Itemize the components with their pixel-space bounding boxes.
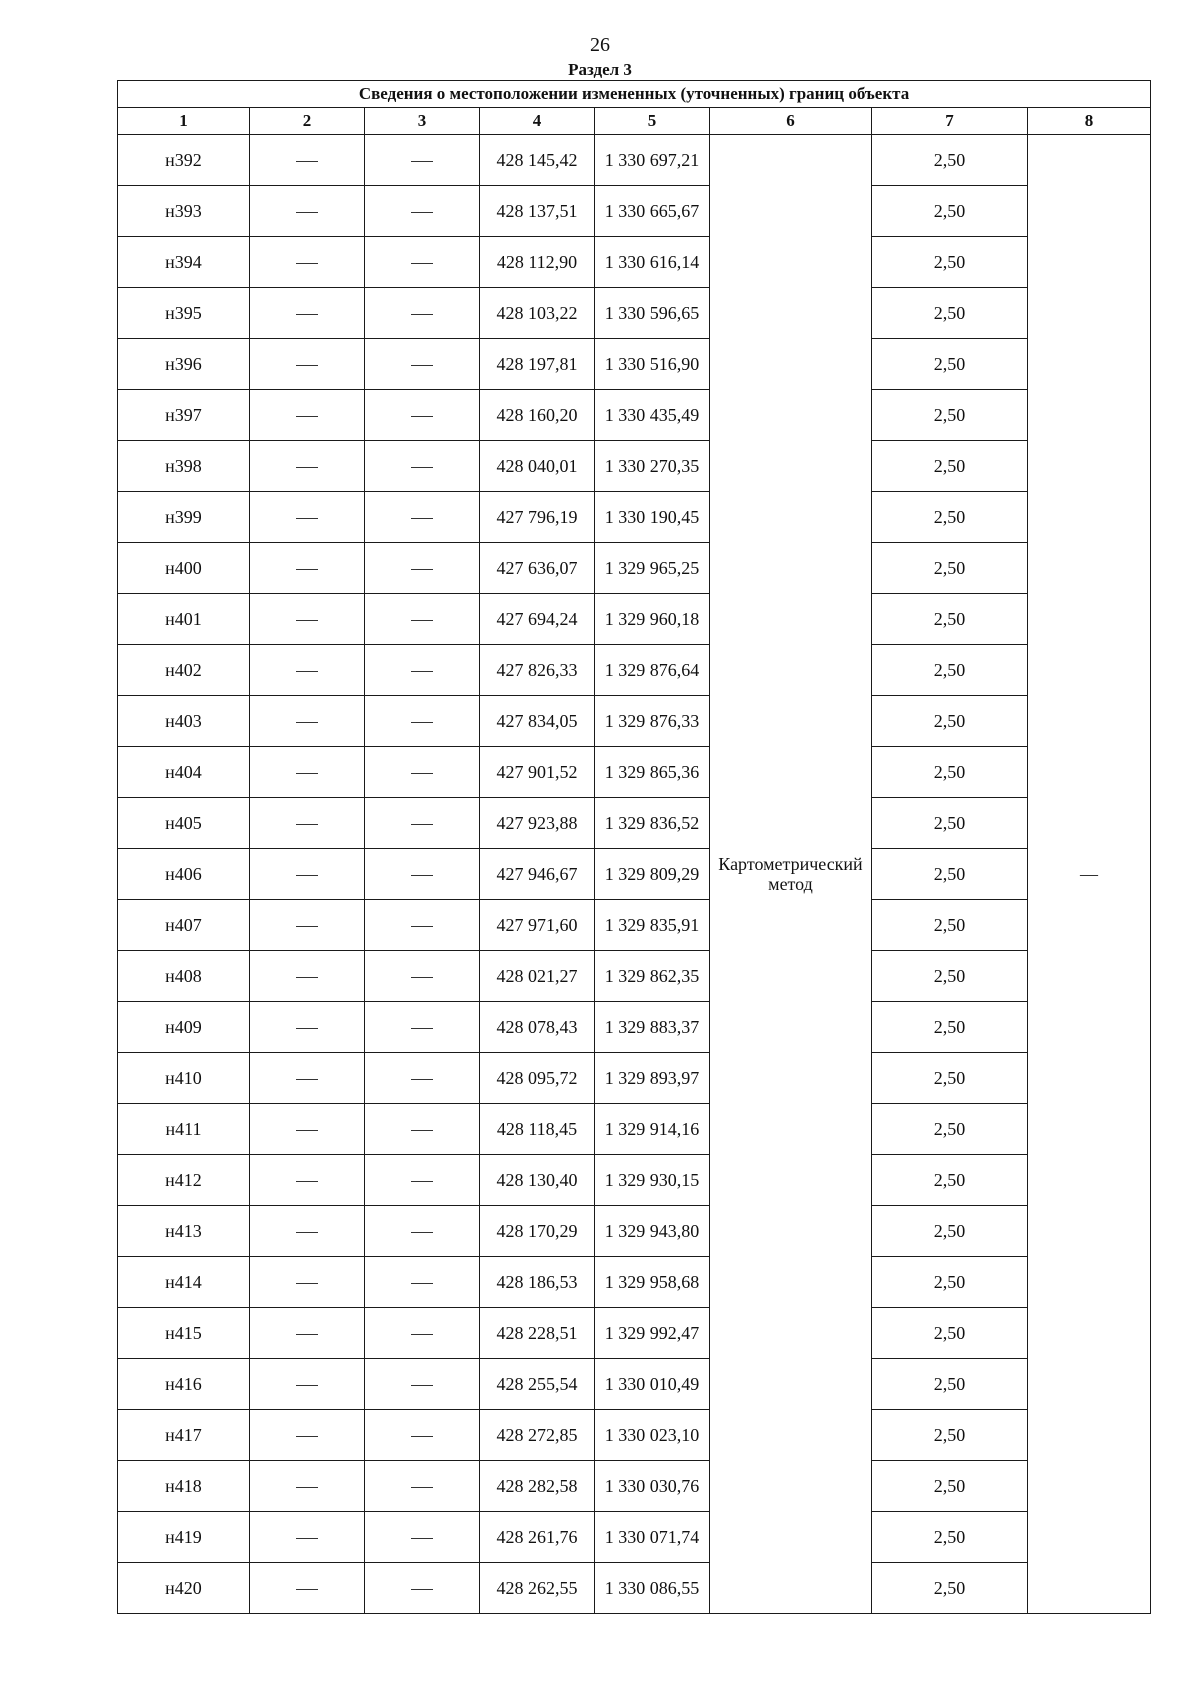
page-number: 26 — [590, 34, 610, 56]
y-coordinate-cell: 1 330 030,76 — [595, 1461, 710, 1512]
x-coordinate-cell: 427 796,19 — [480, 492, 595, 543]
accuracy-cell: 2,50 — [872, 1053, 1028, 1104]
y-coordinate-cell: 1 330 697,21 — [595, 135, 710, 186]
dash-mark — [411, 926, 433, 927]
column-2-cell — [250, 390, 365, 441]
column-3-cell — [365, 747, 480, 798]
y-coordinate-cell: 1 330 190,45 — [595, 492, 710, 543]
dash-mark — [296, 926, 318, 927]
y-coordinate-cell: 1 329 914,16 — [595, 1104, 710, 1155]
x-coordinate-cell: 428 261,76 — [480, 1512, 595, 1563]
section-title: Раздел 3 — [568, 60, 632, 79]
dash-mark — [411, 314, 433, 315]
dash-mark — [296, 1589, 318, 1590]
method-cell: Картометрический метод — [710, 135, 872, 1614]
dash-mark — [411, 722, 433, 723]
table-row — [118, 135, 1151, 186]
x-coordinate-cell: 428 103,22 — [480, 288, 595, 339]
dash-mark — [411, 1232, 433, 1233]
accuracy-cell: 2,50 — [872, 1206, 1028, 1257]
column-2-cell — [250, 798, 365, 849]
y-coordinate-cell: 1 329 862,35 — [595, 951, 710, 1002]
point-name-cell: н416 — [118, 1359, 250, 1410]
dash-mark — [296, 263, 318, 264]
dash-mark — [411, 1130, 433, 1131]
accuracy-cell: 2,50 — [872, 696, 1028, 747]
point-name-cell: н412 — [118, 1155, 250, 1206]
table-row — [118, 1308, 1151, 1359]
point-name-cell: н415 — [118, 1308, 250, 1359]
table-caption: Сведения о местоположении измененных (уточненных) границ объекта — [118, 81, 1151, 108]
column-header: 8 — [1028, 108, 1151, 135]
dash-mark — [296, 1232, 318, 1233]
table-row — [118, 441, 1151, 492]
column-2-cell — [250, 237, 365, 288]
x-coordinate-cell: 428 021,27 — [480, 951, 595, 1002]
dash-mark — [296, 161, 318, 162]
point-name-cell: н398 — [118, 441, 250, 492]
dash-mark — [411, 977, 433, 978]
x-coordinate-cell: 427 826,33 — [480, 645, 595, 696]
x-coordinate-cell: 428 272,85 — [480, 1410, 595, 1461]
point-name-cell: н403 — [118, 696, 250, 747]
point-name-cell: н409 — [118, 1002, 250, 1053]
boundary-coordinates-table — [117, 80, 1151, 1614]
dash-mark — [411, 875, 433, 876]
accuracy-cell: 2,50 — [872, 1512, 1028, 1563]
column-3-cell — [365, 594, 480, 645]
table-row — [118, 339, 1151, 390]
column-3-cell — [365, 645, 480, 696]
x-coordinate-cell: 427 901,52 — [480, 747, 595, 798]
dash-mark — [296, 1385, 318, 1386]
accuracy-cell: 2,50 — [872, 1002, 1028, 1053]
dash-mark — [296, 875, 318, 876]
accuracy-cell: 2,50 — [872, 849, 1028, 900]
point-name-cell: н393 — [118, 186, 250, 237]
table-row — [118, 1359, 1151, 1410]
column-2-cell — [250, 1563, 365, 1614]
dash-mark — [296, 518, 318, 519]
column-2-cell — [250, 135, 365, 186]
dash-mark — [411, 1181, 433, 1182]
accuracy-cell: 2,50 — [872, 594, 1028, 645]
dash-mark — [411, 620, 433, 621]
y-coordinate-cell: 1 329 958,68 — [595, 1257, 710, 1308]
accuracy-cell: 2,50 — [872, 492, 1028, 543]
x-coordinate-cell: 428 197,81 — [480, 339, 595, 390]
y-coordinate-cell: 1 330 023,10 — [595, 1410, 710, 1461]
dash-mark — [411, 671, 433, 672]
table-row — [118, 1104, 1151, 1155]
column-3-cell — [365, 900, 480, 951]
dash-mark — [296, 1028, 318, 1029]
column-2-cell — [250, 747, 365, 798]
table-row — [118, 645, 1151, 696]
table-row — [118, 1206, 1151, 1257]
dash-mark — [411, 518, 433, 519]
table-row — [118, 1155, 1151, 1206]
dash-mark — [296, 620, 318, 621]
point-name-cell: н414 — [118, 1257, 250, 1308]
x-coordinate-cell: 428 282,58 — [480, 1461, 595, 1512]
point-name-cell: н400 — [118, 543, 250, 594]
column-2-cell — [250, 186, 365, 237]
accuracy-cell: 2,50 — [872, 951, 1028, 1002]
column-header: 3 — [365, 108, 480, 135]
column-2-cell — [250, 1512, 365, 1563]
column-2-cell — [250, 441, 365, 492]
y-coordinate-cell: 1 329 835,91 — [595, 900, 710, 951]
dash-mark — [296, 212, 318, 213]
column-3-cell — [365, 492, 480, 543]
x-coordinate-cell: 428 137,51 — [480, 186, 595, 237]
column-3-cell — [365, 186, 480, 237]
column-2-cell — [250, 1359, 365, 1410]
dash-mark — [411, 263, 433, 264]
point-name-cell: н401 — [118, 594, 250, 645]
x-coordinate-cell: 427 636,07 — [480, 543, 595, 594]
x-coordinate-cell: 427 694,24 — [480, 594, 595, 645]
y-coordinate-cell: 1 330 435,49 — [595, 390, 710, 441]
column-2-cell — [250, 492, 365, 543]
table-row — [118, 798, 1151, 849]
column-2-cell — [250, 1308, 365, 1359]
column-2-cell — [250, 1002, 365, 1053]
dash-mark — [411, 1079, 433, 1080]
table-row — [118, 186, 1151, 237]
table-row — [118, 849, 1151, 900]
point-name-cell: н411 — [118, 1104, 250, 1155]
x-coordinate-cell: 428 040,01 — [480, 441, 595, 492]
x-coordinate-cell: 427 946,67 — [480, 849, 595, 900]
point-name-cell: н417 — [118, 1410, 250, 1461]
x-coordinate-cell: 428 160,20 — [480, 390, 595, 441]
column-2-cell — [250, 1257, 365, 1308]
column-header: 1 — [118, 108, 250, 135]
dash-mark — [296, 416, 318, 417]
point-name-cell: н407 — [118, 900, 250, 951]
dash-mark — [296, 569, 318, 570]
table-row — [118, 696, 1151, 747]
table-row — [118, 747, 1151, 798]
column-3-cell — [365, 1359, 480, 1410]
column-2-cell — [250, 900, 365, 951]
column-3-cell — [365, 237, 480, 288]
y-coordinate-cell: 1 329 865,36 — [595, 747, 710, 798]
column-3-cell — [365, 135, 480, 186]
x-coordinate-cell: 428 255,54 — [480, 1359, 595, 1410]
table-row — [118, 543, 1151, 594]
dash-mark — [296, 1487, 318, 1488]
point-name-cell: н404 — [118, 747, 250, 798]
accuracy-cell: 2,50 — [872, 1359, 1028, 1410]
point-name-cell: н405 — [118, 798, 250, 849]
x-coordinate-cell: 427 971,60 — [480, 900, 595, 951]
point-name-cell: н420 — [118, 1563, 250, 1614]
dash-mark — [411, 161, 433, 162]
y-coordinate-cell: 1 330 010,49 — [595, 1359, 710, 1410]
dash-mark — [296, 365, 318, 366]
point-name-cell: н392 — [118, 135, 250, 186]
table-row — [118, 1512, 1151, 1563]
table-row — [118, 1053, 1151, 1104]
x-coordinate-cell: 428 170,29 — [480, 1206, 595, 1257]
accuracy-cell: 2,50 — [872, 1104, 1028, 1155]
column-2-cell — [250, 288, 365, 339]
dash-mark — [411, 1436, 433, 1437]
table-row — [118, 237, 1151, 288]
dash-mark — [411, 467, 433, 468]
table-row — [118, 900, 1151, 951]
accuracy-cell: 2,50 — [872, 390, 1028, 441]
column-2-cell — [250, 1155, 365, 1206]
dash-mark — [296, 1079, 318, 1080]
dash-mark — [411, 416, 433, 417]
y-coordinate-cell: 1 329 960,18 — [595, 594, 710, 645]
table-row — [118, 492, 1151, 543]
point-name-cell: н408 — [118, 951, 250, 1002]
accuracy-cell: 2,50 — [872, 135, 1028, 186]
dash-mark — [296, 671, 318, 672]
column-header: 4 — [480, 108, 595, 135]
point-name-cell: н410 — [118, 1053, 250, 1104]
column-3-cell — [365, 339, 480, 390]
table-row — [118, 1002, 1151, 1053]
table-row — [118, 1563, 1151, 1614]
dash-mark — [296, 1283, 318, 1284]
dash-mark — [296, 1334, 318, 1335]
column-3-cell — [365, 390, 480, 441]
column-2-cell — [250, 1104, 365, 1155]
point-name-cell: н419 — [118, 1512, 250, 1563]
dash-mark — [411, 365, 433, 366]
accuracy-cell: 2,50 — [872, 900, 1028, 951]
dash-mark — [296, 314, 318, 315]
y-coordinate-cell: 1 330 270,35 — [595, 441, 710, 492]
column-header: 2 — [250, 108, 365, 135]
column-header: 7 — [872, 108, 1028, 135]
y-coordinate-cell: 1 330 071,74 — [595, 1512, 710, 1563]
y-coordinate-cell: 1 329 930,15 — [595, 1155, 710, 1206]
accuracy-cell: 2,50 — [872, 339, 1028, 390]
accuracy-cell: 2,50 — [872, 1257, 1028, 1308]
y-coordinate-cell: 1 329 943,80 — [595, 1206, 710, 1257]
y-coordinate-cell: 1 330 086,55 — [595, 1563, 710, 1614]
dash-mark — [296, 1130, 318, 1131]
accuracy-cell: 2,50 — [872, 1410, 1028, 1461]
point-name-cell: н396 — [118, 339, 250, 390]
column-2-cell — [250, 696, 365, 747]
column-3-cell — [365, 1512, 480, 1563]
dash-mark — [411, 1385, 433, 1386]
column-3-cell — [365, 1563, 480, 1614]
x-coordinate-cell: 428 228,51 — [480, 1308, 595, 1359]
y-coordinate-cell: 1 329 876,33 — [595, 696, 710, 747]
y-coordinate-cell: 1 329 893,97 — [595, 1053, 710, 1104]
column-2-cell — [250, 1206, 365, 1257]
column-2-cell — [250, 543, 365, 594]
dash-mark — [296, 773, 318, 774]
dash-mark — [411, 1487, 433, 1488]
y-coordinate-cell: 1 329 965,25 — [595, 543, 710, 594]
column-2-cell — [250, 339, 365, 390]
point-name-cell: н395 — [118, 288, 250, 339]
table-row — [118, 1410, 1151, 1461]
y-coordinate-cell: 1 329 876,64 — [595, 645, 710, 696]
dash-mark — [411, 824, 433, 825]
accuracy-cell: 2,50 — [872, 441, 1028, 492]
accuracy-cell: 2,50 — [872, 186, 1028, 237]
y-coordinate-cell: 1 330 616,14 — [595, 237, 710, 288]
column-3-cell — [365, 1053, 480, 1104]
accuracy-cell: 2,50 — [872, 1563, 1028, 1614]
dash-mark — [296, 1436, 318, 1437]
x-coordinate-cell: 428 078,43 — [480, 1002, 595, 1053]
dash-mark — [411, 1538, 433, 1539]
accuracy-cell: 2,50 — [872, 798, 1028, 849]
point-name-cell: н406 — [118, 849, 250, 900]
column-2-cell — [250, 849, 365, 900]
accuracy-cell: 2,50 — [872, 237, 1028, 288]
column-2-cell — [250, 1461, 365, 1512]
column-3-cell — [365, 849, 480, 900]
accuracy-cell: 2,50 — [872, 747, 1028, 798]
dash-mark — [296, 467, 318, 468]
column-3-cell — [365, 798, 480, 849]
column-2-cell — [250, 645, 365, 696]
point-name-cell: н399 — [118, 492, 250, 543]
point-name-cell: н413 — [118, 1206, 250, 1257]
column-2-cell — [250, 1053, 365, 1104]
accuracy-cell: 2,50 — [872, 543, 1028, 594]
dash-mark — [296, 977, 318, 978]
column-8-cell: — — [1028, 135, 1151, 1614]
column-3-cell — [365, 1257, 480, 1308]
column-3-cell — [365, 288, 480, 339]
column-header: 6 — [710, 108, 872, 135]
point-name-cell: н402 — [118, 645, 250, 696]
point-name-cell: н418 — [118, 1461, 250, 1512]
dash-mark — [296, 1181, 318, 1182]
x-coordinate-cell: 428 145,42 — [480, 135, 595, 186]
x-coordinate-cell: 428 112,90 — [480, 237, 595, 288]
x-coordinate-cell: 428 130,40 — [480, 1155, 595, 1206]
dash-mark — [411, 1334, 433, 1335]
point-name-cell: н394 — [118, 237, 250, 288]
dash-mark — [411, 212, 433, 213]
y-coordinate-cell: 1 329 809,29 — [595, 849, 710, 900]
column-3-cell — [365, 1461, 480, 1512]
accuracy-cell: 2,50 — [872, 1308, 1028, 1359]
table-row — [118, 1257, 1151, 1308]
column-3-cell — [365, 441, 480, 492]
dash-mark — [296, 824, 318, 825]
y-coordinate-cell: 1 329 883,37 — [595, 1002, 710, 1053]
y-coordinate-cell: 1 329 992,47 — [595, 1308, 710, 1359]
dash-mark — [411, 1283, 433, 1284]
column-3-cell — [365, 1206, 480, 1257]
column-2-cell — [250, 1410, 365, 1461]
table-row — [118, 390, 1151, 441]
dash-mark — [411, 1589, 433, 1590]
column-3-cell — [365, 543, 480, 594]
point-name-cell: н397 — [118, 390, 250, 441]
accuracy-cell: 2,50 — [872, 1461, 1028, 1512]
table-row — [118, 951, 1151, 1002]
dash-mark — [296, 722, 318, 723]
column-3-cell — [365, 1155, 480, 1206]
x-coordinate-cell: 428 186,53 — [480, 1257, 595, 1308]
x-coordinate-cell: 428 095,72 — [480, 1053, 595, 1104]
accuracy-cell: 2,50 — [872, 288, 1028, 339]
column-3-cell — [365, 1308, 480, 1359]
dash-mark — [296, 1538, 318, 1539]
column-3-cell — [365, 951, 480, 1002]
dash-mark — [411, 1028, 433, 1029]
x-coordinate-cell: 427 923,88 — [480, 798, 595, 849]
column-2-cell — [250, 594, 365, 645]
column-3-cell — [365, 1410, 480, 1461]
table-row — [118, 1461, 1151, 1512]
x-coordinate-cell: 428 262,55 — [480, 1563, 595, 1614]
dash-mark — [411, 773, 433, 774]
x-coordinate-cell: 427 834,05 — [480, 696, 595, 747]
column-header: 5 — [595, 108, 710, 135]
column-3-cell — [365, 1002, 480, 1053]
y-coordinate-cell: 1 330 596,65 — [595, 288, 710, 339]
y-coordinate-cell: 1 330 665,67 — [595, 186, 710, 237]
x-coordinate-cell: 428 118,45 — [480, 1104, 595, 1155]
accuracy-cell: 2,50 — [872, 645, 1028, 696]
table-row — [118, 288, 1151, 339]
dash-mark — [411, 569, 433, 570]
column-3-cell — [365, 696, 480, 747]
accuracy-cell: 2,50 — [872, 1155, 1028, 1206]
table-row — [118, 594, 1151, 645]
column-2-cell — [250, 951, 365, 1002]
y-coordinate-cell: 1 329 836,52 — [595, 798, 710, 849]
header-row — [118, 108, 1151, 135]
column-3-cell — [365, 1104, 480, 1155]
y-coordinate-cell: 1 330 516,90 — [595, 339, 710, 390]
